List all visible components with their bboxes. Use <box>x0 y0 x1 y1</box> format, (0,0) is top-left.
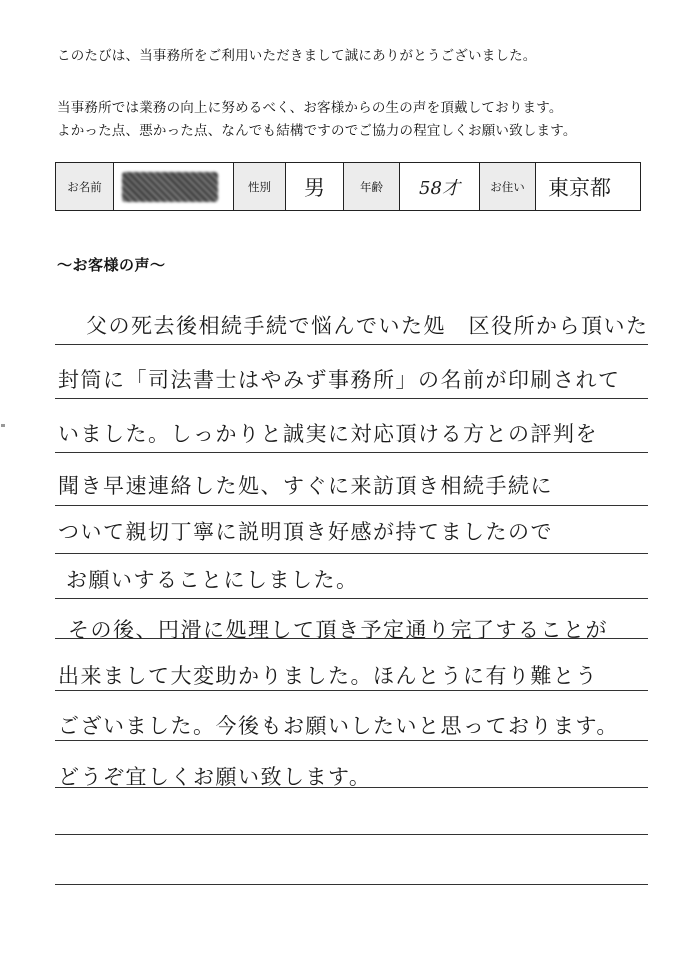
name-label: お名前 <box>56 163 114 211</box>
thank-you-line: このたびは、当事務所をご利用いただきまして誠にありがとうございました。 <box>57 48 537 64</box>
ruled-line <box>55 834 648 835</box>
address-label: お住い <box>480 163 536 211</box>
name-value-redacted <box>114 163 234 211</box>
customer-voice-heading: ～お客様の声～ <box>57 256 166 274</box>
comment-line: 父の死去後相続手続で悩んでいた処 区役所から頂いた <box>86 314 649 338</box>
comment-line: ついて親切丁寧に説明頂き好感が持てましたので <box>58 520 553 544</box>
ruled-line <box>55 740 648 741</box>
request-line-1: 当事務所では業務の向上に努めるべく、お客様からの生の声を頂戴しております。 <box>57 100 563 116</box>
scan-artifact <box>1 424 5 427</box>
ruled-line <box>55 638 648 639</box>
redaction-blur <box>122 172 218 202</box>
comment-line: 聞き早速連絡した処、すぐに来訪頂き相続手続に <box>58 474 553 498</box>
age-label: 年齢 <box>344 163 400 211</box>
ruled-line <box>55 787 648 788</box>
comment-line: お願いすることにしました。 <box>66 568 359 592</box>
comment-line: いました。しっかりと誠実に対応頂ける方との評判を <box>58 422 598 446</box>
ruled-line <box>55 505 648 506</box>
ruled-line <box>55 398 648 399</box>
ruled-line <box>55 553 648 554</box>
ruled-line <box>55 598 648 599</box>
ruled-line <box>55 690 648 691</box>
age-value: 58才 <box>400 163 480 211</box>
comment-line: 封筒に「司法書士はやみず事務所」の名前が印刷されて <box>58 368 621 392</box>
ruled-line <box>55 452 648 453</box>
ruled-line <box>55 884 648 885</box>
request-line-2: よかった点、悪かった点、なんでも結構ですのでご協力の程宜しくお願い致します。 <box>57 123 577 139</box>
customer-info-table <box>55 162 641 211</box>
gender-value: 男 <box>286 163 344 211</box>
comment-line: 出来まして大変助かりました。ほんとうに有り難とう <box>58 664 598 688</box>
comment-line: ございました。今後もお願いしたいと思っております。 <box>58 714 619 738</box>
gender-label: 性別 <box>234 163 286 211</box>
ruled-line <box>55 344 648 345</box>
comment-line: どうぞ宜しくお願い致します。 <box>58 765 372 789</box>
comment-line: その後、円滑に処理して頂き予定通り完了することが <box>68 618 608 642</box>
address-value: 東京都 <box>536 163 641 211</box>
